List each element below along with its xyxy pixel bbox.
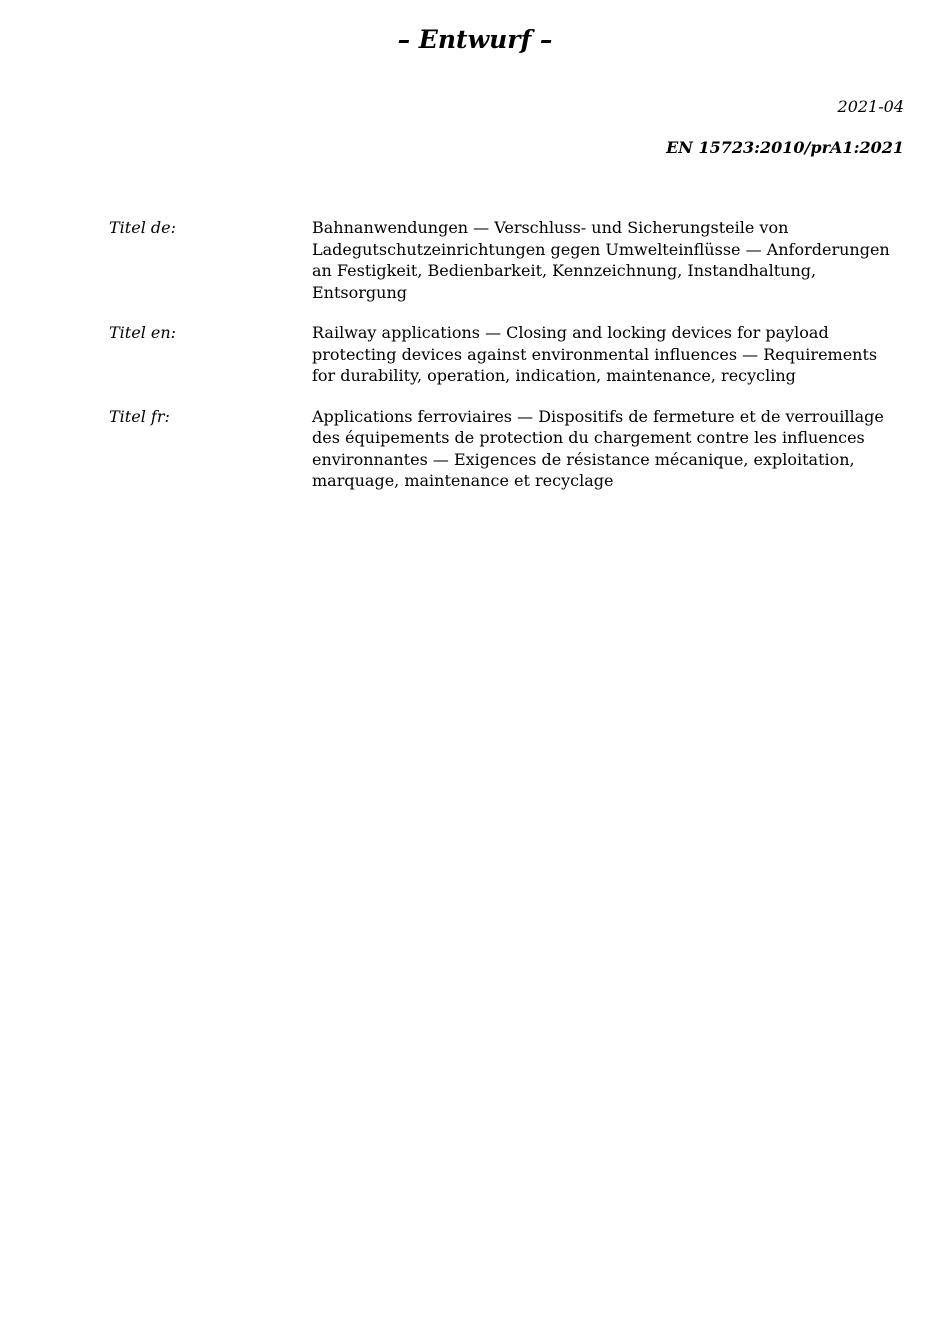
document-date: 2021-04 <box>837 97 904 116</box>
document-number: EN 15723:2010/prA1:2021 <box>666 138 904 157</box>
title-label-de: Titel de: <box>109 218 176 237</box>
title-label-fr: Titel fr: <box>109 406 170 426</box>
title-text-fr: Applications ferroviaires — Dispositifs de fermeture et de verrouillage des équipements de protection du chargement contre les influences environnantes — Exigences de résistance mécanique, exploitation, marquage, maintenance et recyclage <box>312 406 884 490</box>
title-text-en: Railway applications — Closing and locking devices for payload protecting devices against environmental influences — Requirements for durability, operation, indication, maintenance, recycling <box>312 323 878 385</box>
titles-section <box>109 217 904 511</box>
title-row-de <box>109 217 904 303</box>
draft-heading: – Entwurf – <box>397 25 553 54</box>
title-text-de: Bahnanwendungen — Verschluss- und Sicherungsteile von Ladegutschutzeinrichtungen gegen Umwelteinflüsse — Anforderungen an Festigkeit, Bedienbarkeit, Kennzeichnung, Instandhaltung, Entsorgung <box>312 218 890 302</box>
title-row-fr <box>109 406 904 492</box>
title-row-en <box>109 322 904 387</box>
title-label-en: Titel en: <box>109 323 177 342</box>
